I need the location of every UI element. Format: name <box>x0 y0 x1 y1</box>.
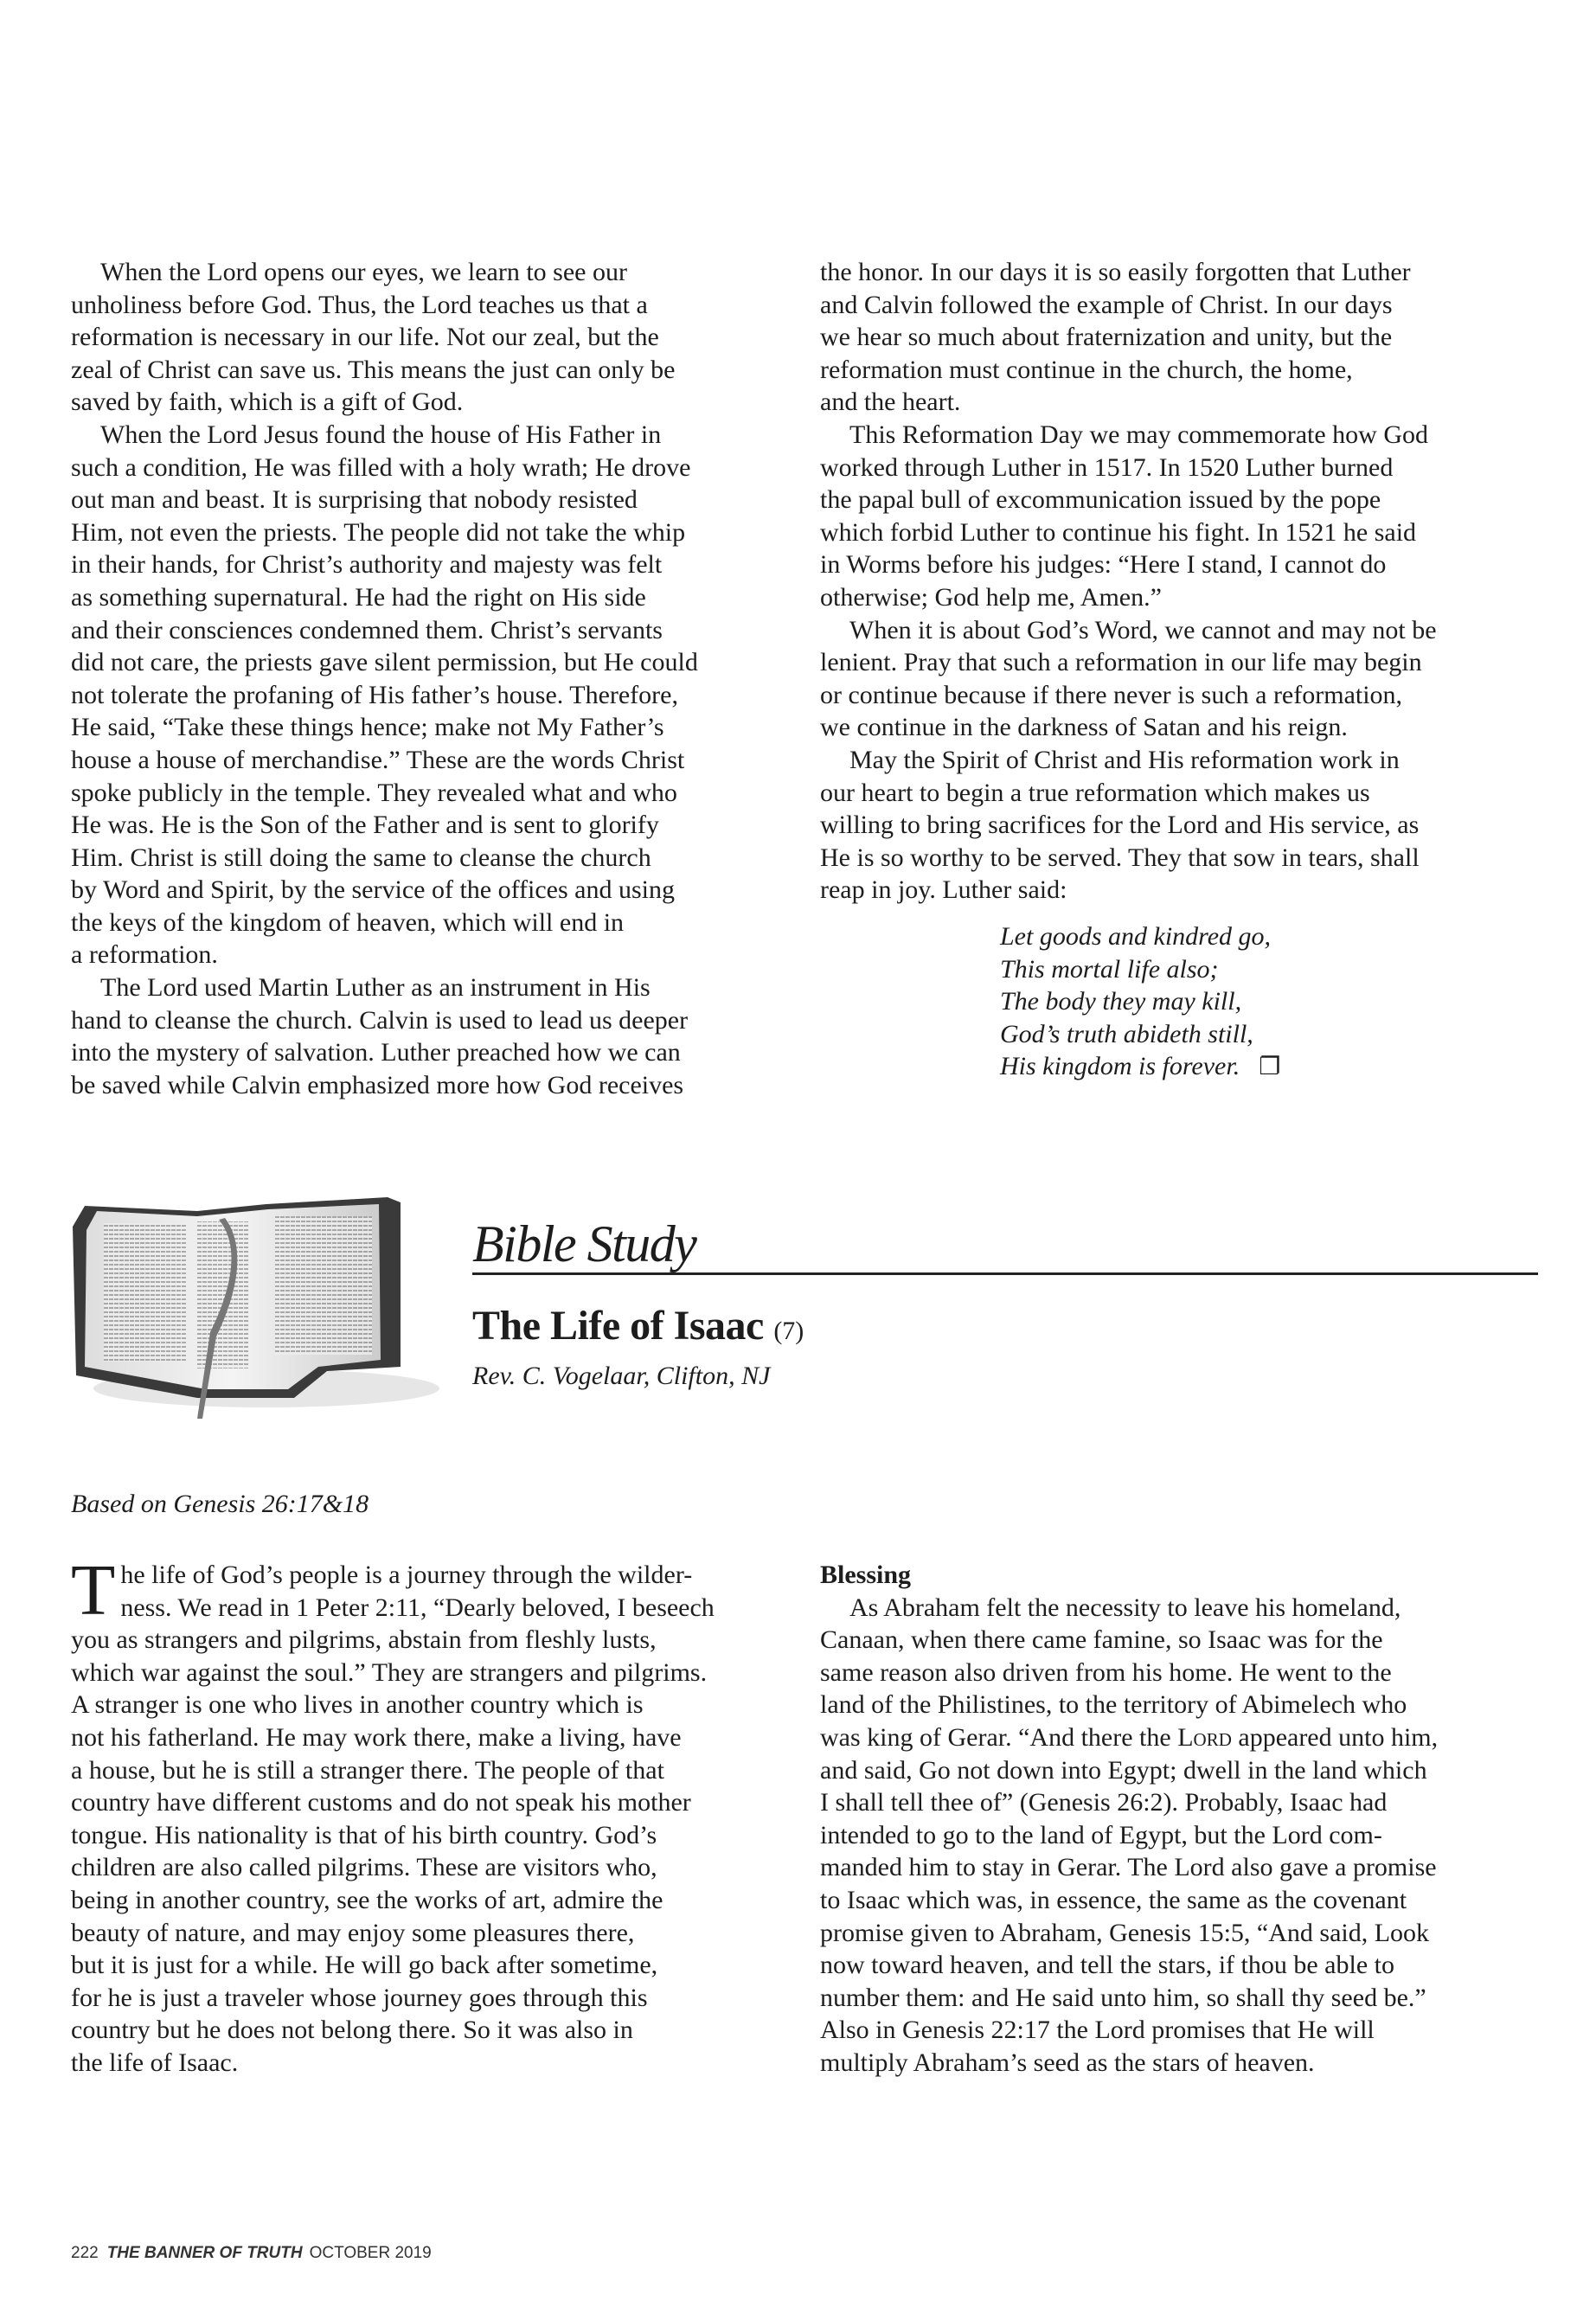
text-line: He said, “Take these things hence; make not My Father’s <box>71 713 664 742</box>
luther-poem <box>1000 920 1280 1083</box>
text-line: a reformation. <box>71 940 218 970</box>
text-line: The Lord used Martin Luther as an instrument in His <box>100 973 651 1003</box>
paragraph <box>820 256 1437 419</box>
text-line: Canaan, when there came famine, so Isaac was for the <box>820 1625 1383 1655</box>
drop-cap: T <box>71 1550 116 1631</box>
open-bible-image <box>67 1194 457 1419</box>
text-line: you as strangers and pilgrims, abstain from fleshly lusts, <box>71 1625 657 1655</box>
section-rule <box>472 1272 1538 1275</box>
text-line: I shall tell thee of” (Genesis 26:2). Probably, Isaac had <box>820 1788 1388 1817</box>
section-label: Bible Study <box>472 1215 696 1272</box>
text-line: which forbid Luther to continue his fight. In 1521 he said <box>820 517 1417 547</box>
top-article-left-column <box>71 256 698 1101</box>
poem-line: Let goods and kindred go, <box>1000 922 1272 951</box>
text-line: reformation is necessary in our life. Not our zeal, but the <box>71 323 659 352</box>
text-line: unholiness before God. Thus, the Lord teaches us that a <box>71 290 648 319</box>
text-line: but it is just for a while. He will go back after sometime, <box>71 1951 658 1980</box>
text-line: country have different customs and do not speak his mother <box>71 1788 691 1817</box>
text-line: saved by faith, which is a gift of God. <box>71 388 464 417</box>
paragraph <box>820 614 1437 744</box>
text-line: He was. He is the Son of the Father and is sent to glorify <box>71 811 659 840</box>
small-caps-lord: Lord <box>1177 1722 1232 1752</box>
text-line: by Word and Spirit, by the service of the offices and using <box>71 875 675 905</box>
text-line: the life of Isaac. <box>71 2048 239 2077</box>
text-line: ness. We read in 1 Peter 2:11, “Dearly beloved, I beseech <box>120 1593 715 1622</box>
article-author: Rev. C. Vogelaar, Clifton, NJ <box>472 1362 771 1390</box>
text-line: number them: and He said unto him, so shall thy seed be.” <box>820 1983 1426 2012</box>
page-footer <box>71 2244 432 2263</box>
text: appeared unto him, <box>1231 1722 1439 1752</box>
text-line: As Abraham felt the necessity to leave his homeland, <box>849 1593 1401 1622</box>
bible-study-left-column <box>71 1550 715 2080</box>
text-line: children are also called pilgrims. These are visitors who, <box>71 1853 657 1882</box>
text-line: or continue because if there never is such a reformation, <box>820 680 1403 709</box>
part-number: (7) <box>773 1317 804 1345</box>
text-line: to Isaac which was, in essence, the same as the covenant <box>820 1885 1407 1914</box>
text-line: a house, but he is still a stranger there. The people of that <box>71 1755 664 1785</box>
text-line: which war against the soul.” They are strangers and pilgrims. <box>71 1657 708 1687</box>
poem-line: God’s truth abideth still, <box>1000 1019 1253 1048</box>
end-mark-icon: ❐ <box>1259 1054 1281 1081</box>
text-line: we hear so much about fraternization and unity, but the <box>820 323 1393 352</box>
text-line: now toward heaven, and tell the stars, if thou be able to <box>820 1951 1394 1980</box>
text-line: not his fatherland. He may work there, make a living, have <box>71 1722 682 1752</box>
text-line: lenient. Pray that such a reformation in our life may begin <box>820 648 1422 677</box>
text-line: When it is about God’s Word, we cannot and may not be <box>849 615 1437 644</box>
text-line: He is so worthy to be served. They that sow in tears, shall <box>820 843 1420 872</box>
text-line: such a condition, He was filled with a holy wrath; He drove <box>71 452 691 482</box>
top-article-right-column <box>820 256 1437 907</box>
text-line: being in another country, see the works of art, admire the <box>71 1885 663 1914</box>
text-line: in their hands, for Christ’s authority and majesty was felt <box>71 550 663 580</box>
text-line: land of the Philistines, to the territory of Abimelech who <box>820 1690 1407 1720</box>
text: he life of God’s people is a journey through the wilder- <box>120 1561 693 1589</box>
text-line: multiply Abraham’s seed as the stars of heaven. <box>820 2048 1315 2077</box>
magazine-name: THE BANNER OF TRUTH <box>106 2244 303 2262</box>
text-line: out man and beast. It is surprising that nobody resisted <box>71 485 638 515</box>
text-line: When the Lord Jesus found the house of His Father in <box>100 420 662 449</box>
text-line: willing to bring sacrifices for the Lord and His service, as <box>820 811 1420 840</box>
text-line: for he is just a traveler whose journey goes through this <box>71 1983 648 2012</box>
text-line: promise given to Abraham, Genesis 15:5, “And said, Look <box>820 1918 1430 1947</box>
text-line: country but he does not belong there. So it was also in <box>71 2016 633 2045</box>
poem-line: This mortal life also; <box>1000 954 1219 984</box>
text-line: not tolerate the profaning of His father’s house. Therefore, <box>71 680 678 709</box>
text-line: otherwise; God help me, Amen.” <box>820 582 1162 612</box>
issue-date: OCTOBER 2019 <box>309 2244 432 2262</box>
subheading: Blessing <box>820 1561 912 1589</box>
text-line: we continue in the darkness of Satan and his reign. <box>820 713 1348 742</box>
text-line: the papal bull of excommunication issued by the pope <box>820 485 1381 515</box>
poem-line-last <box>1000 1050 1280 1083</box>
text-line: spoke publicly in the temple. They revealed what and who <box>71 778 677 807</box>
text-line: zeal of Christ can save us. This means the just can only be <box>71 355 676 384</box>
text-line: the honor. In our days it is so easily forgotten that Luther <box>820 258 1411 286</box>
text-line: manded him to stay in Gerar. The Lord also gave a promise <box>820 1853 1437 1882</box>
text-line: and the heart. <box>820 388 961 417</box>
paragraph <box>820 1592 1438 2080</box>
text-line: did not care, the priests gave silent permission, but He could <box>71 648 698 677</box>
poem-line: The body they may kill, <box>1000 987 1242 1016</box>
paragraph <box>820 744 1437 907</box>
text-line: and their consciences condemned them. Christ’s servants <box>71 615 663 644</box>
text-line: tongue. His nationality is that of his birth country. God’s <box>71 1820 657 1849</box>
text-line: When the Lord opens our eyes, we learn to see our <box>100 258 627 286</box>
text-line: worked through Luther in 1517. In 1520 Luther burned <box>820 452 1394 482</box>
text-line: Also in Genesis 22:17 the Lord promises that He will <box>820 2016 1375 2045</box>
text-line: intended to go to the land of Egypt, but the Lord com- <box>820 1820 1382 1849</box>
text-line: May the Spirit of Christ and His reformation work in <box>849 745 1400 774</box>
text-line: and Calvin followed the example of Christ. In our days <box>820 290 1393 319</box>
text-line <box>820 1721 1438 1754</box>
text-line: into the mystery of salvation. Luther preached how we can <box>71 1038 681 1067</box>
page-number: 222 <box>71 2244 99 2262</box>
text-line: be saved while Calvin emphasized more how God receives <box>71 1070 684 1099</box>
poem-line: His kingdom is forever. <box>1000 1052 1240 1081</box>
text-line: house a house of merchandise.” These are the words Christ <box>71 745 685 774</box>
text-line: reap in joy. Luther said: <box>820 875 1067 905</box>
text-line: in Worms before his judges: “Here I stand, I cannot do <box>820 550 1387 580</box>
text-line: reformation must continue in the church, the home, <box>820 355 1353 384</box>
text-line: beauty of nature, and may enjoy some pleasures there, <box>71 1918 635 1947</box>
paragraph <box>71 256 698 419</box>
text-line: as something supernatural. He had the right on His side <box>71 582 646 612</box>
article-title <box>472 1302 804 1349</box>
text-line: hand to cleanse the church. Calvin is used to lead us deeper <box>71 1005 689 1035</box>
paragraph <box>820 419 1437 614</box>
text-line: Him. Christ is still doing the same to cleanse the church <box>71 843 651 872</box>
article-title-text: The Life of Isaac <box>472 1303 764 1349</box>
bible-study-right-column <box>820 1559 1438 2080</box>
text-line: our heart to begin a true reformation which makes us <box>820 778 1370 807</box>
text-line: This Reformation Day we may commemorate how God <box>849 420 1428 449</box>
text-line: same reason also driven from his home. He went to the <box>820 1657 1392 1687</box>
scripture-reference: Based on Genesis 26:17&18 <box>71 1490 369 1518</box>
paragraph <box>71 419 698 971</box>
text-line: the keys of the kingdom of heaven, which will end in <box>71 907 625 937</box>
paragraph <box>71 1550 715 2080</box>
text-line: and said, Go not down into Egypt; dwell in the land which <box>820 1755 1427 1785</box>
text-line: Him, not even the priests. The people did not take the whip <box>71 517 686 547</box>
paragraph <box>71 971 698 1101</box>
text: was king of Gerar. “And there the <box>820 1722 1178 1752</box>
text-line: A stranger is one who lives in another country which is <box>71 1690 644 1720</box>
